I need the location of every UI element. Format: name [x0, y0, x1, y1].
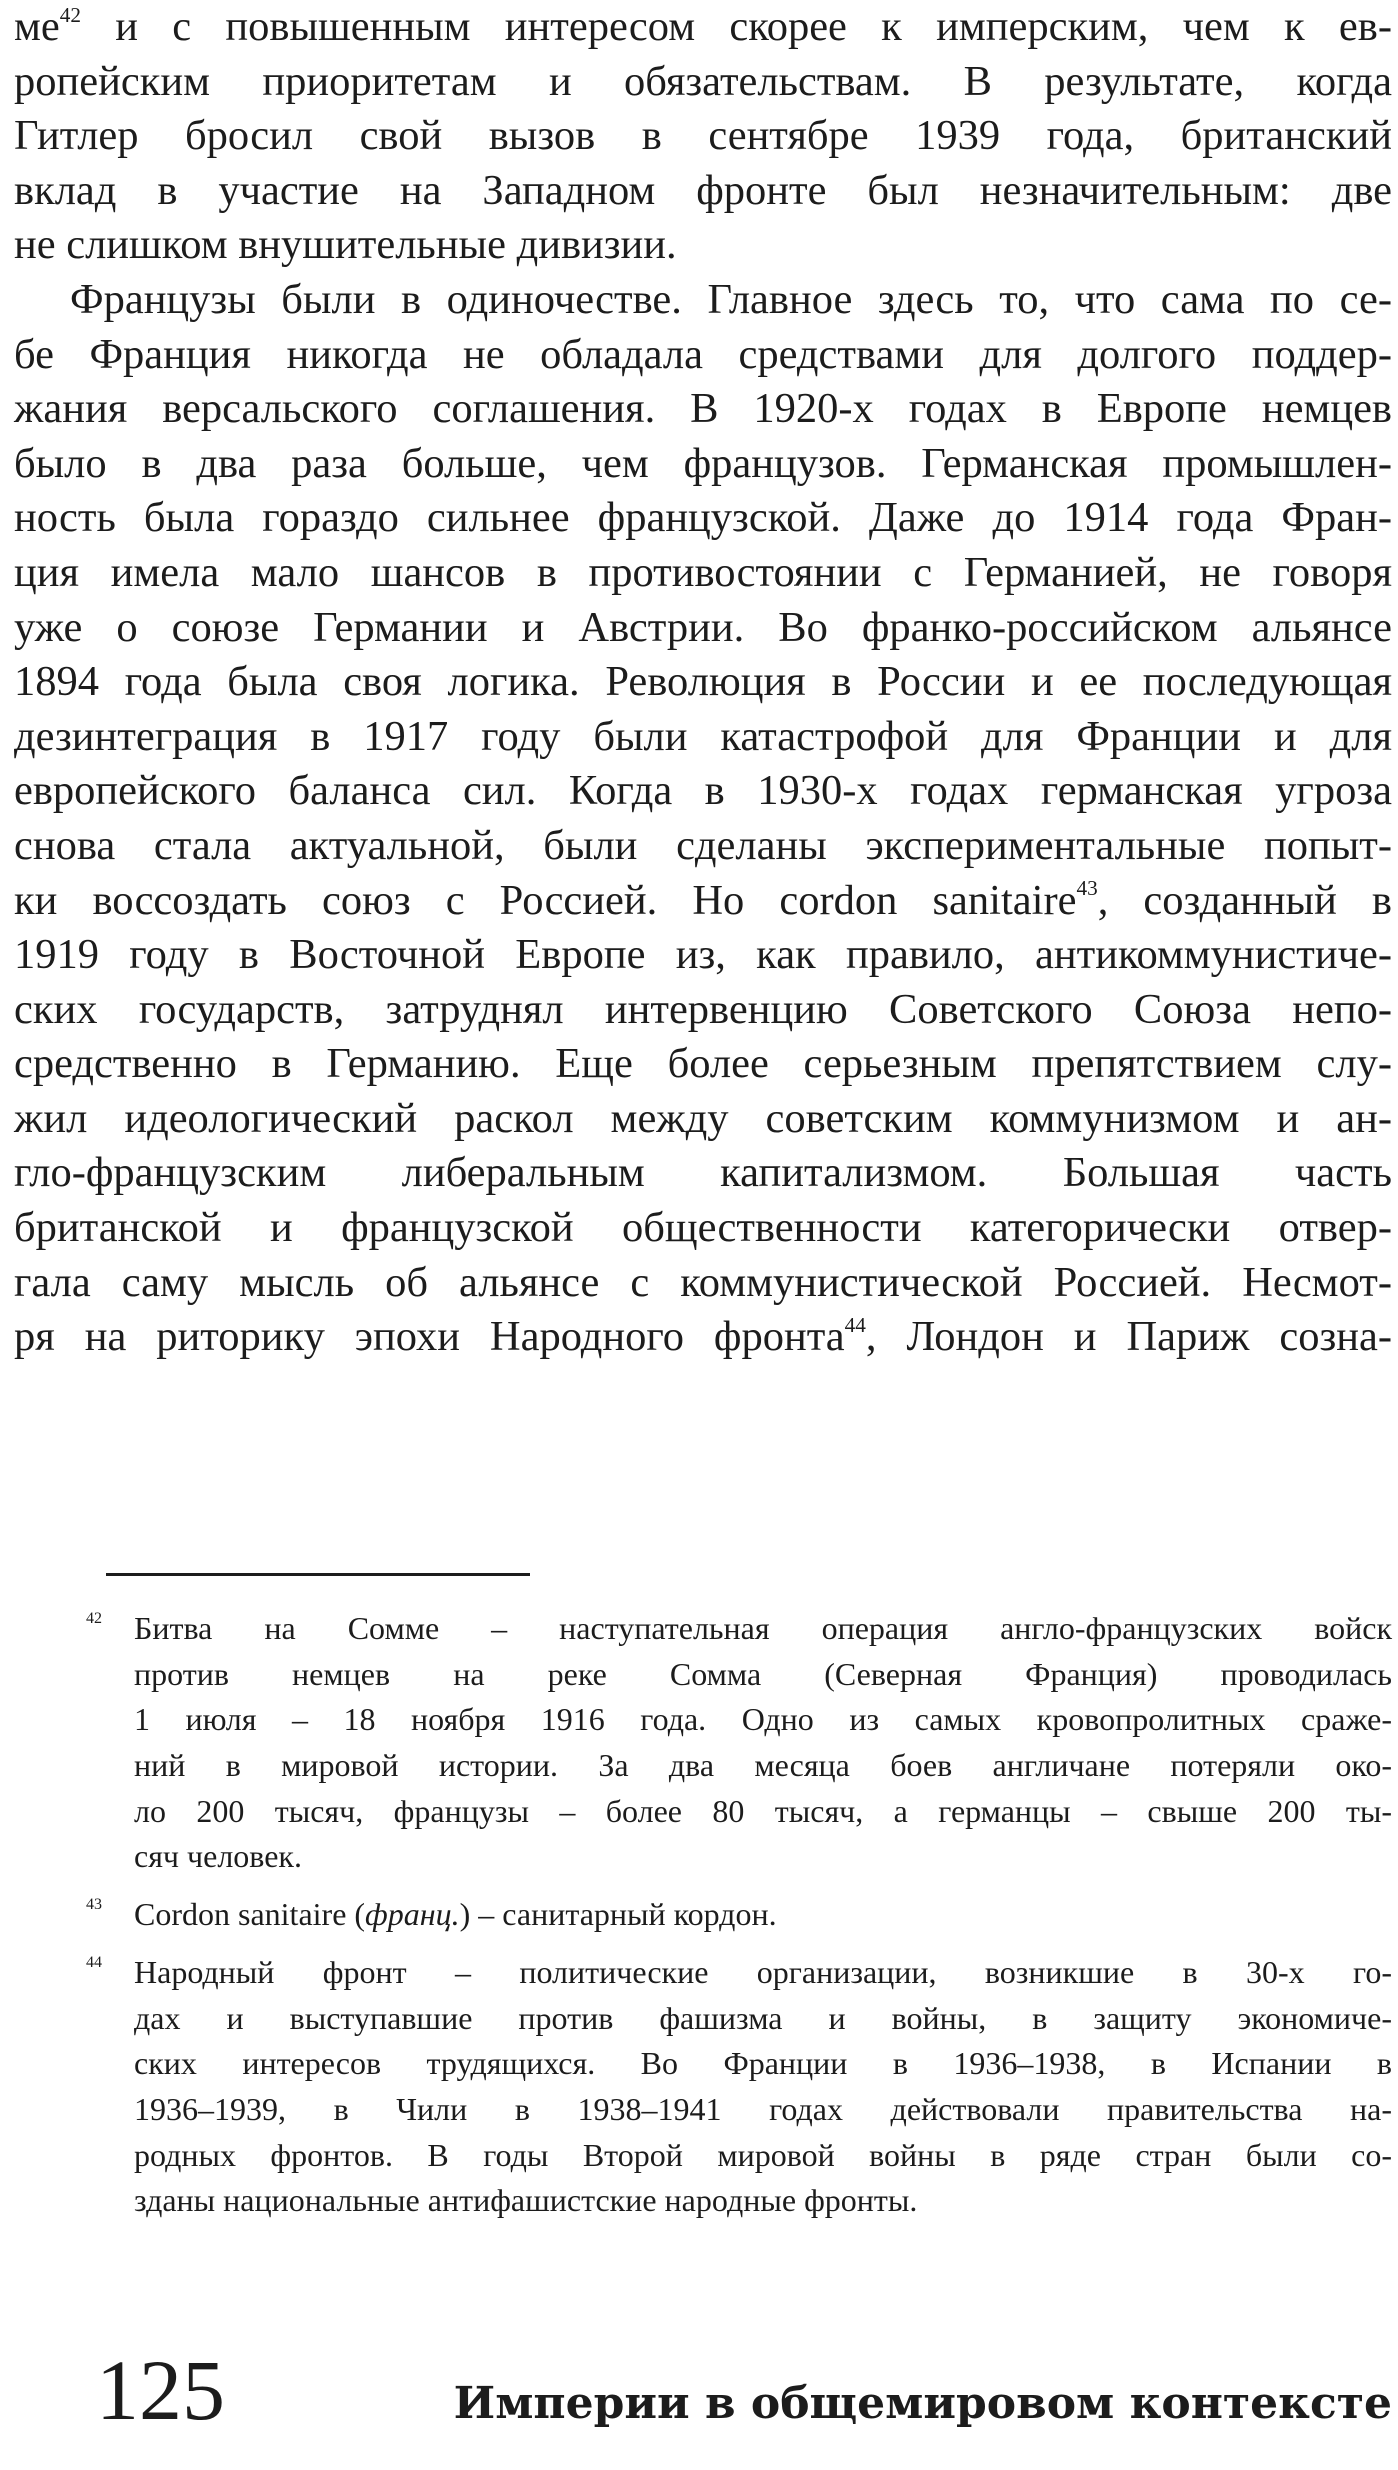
text-line: средственно в Германию. Еще более серьезным препятствием слу-: [14, 1040, 1392, 1088]
text-line: [14, 1310, 1392, 1365]
text-line: уже о союзе Германии и Австрии. Во франко-российском альянсе: [14, 603, 1392, 651]
main-text: [14, 0, 1392, 1365]
text-fragment: Cordon sanitaire (: [134, 1896, 366, 1933]
running-head: Империи в общемировом контексте: [453, 2378, 1392, 2429]
footnote-line: родных фронтов. В годы Второй мировой войны в ряде стран были со-: [134, 2136, 1392, 2173]
text-line: дезинтеграция в 1917 году были катастрофой для Франции и для: [14, 712, 1392, 760]
text-line: не слишком внушительные дивизии.: [14, 221, 677, 269]
text-fragment: , Лондон и Париж созна-: [865, 1313, 1393, 1361]
footnote-number: 42: [86, 1610, 102, 1627]
footnote-line: 1 июля – 18 ноября 1916 года. Одно из самых кровопролитных сраже-: [134, 1701, 1392, 1738]
footnote-number: 44: [86, 1953, 102, 1971]
footnote-line: сяч человек.: [134, 1838, 302, 1875]
text-line: европейского баланса сил. Когда в 1930-х годах германская угроза: [14, 767, 1392, 815]
text-fragment: ки воссоздать союз с Россией. Но cordon sanitaire: [14, 876, 1077, 924]
text-line: Гитлер бросил свой вызов в сентябре 1939 года, британский: [14, 112, 1392, 160]
footnote-line: Народный фронт – политические организации, возникшие в 30-х го-: [134, 1953, 1392, 1990]
footnote-ref[interactable]: 44: [844, 1312, 866, 1337]
footnote-42: [86, 1606, 1392, 1880]
footnote-44: [86, 1950, 1392, 2224]
footnote-line: дах и выступавшие против фашизма и войны, в защиту экономиче-: [134, 1999, 1392, 2036]
footnote-line: зданы национальные антифашистские народные фронты.: [134, 2182, 918, 2219]
text-line: ских государств, затруднял интервенцию Советского Союза непо-: [14, 985, 1392, 1033]
text-fragment: , созданный в: [1097, 876, 1392, 924]
footnote-line: [134, 1892, 1392, 1938]
text-line: ция имела мало шансов в противостоянии с Германией, не говоря: [14, 548, 1392, 596]
footnote-line: ний в мировой истории. За два месяца боев англичане потеряли око-: [134, 1747, 1392, 1784]
text-line: ропейским приоритетам и обязательствам. В результате, когда: [14, 57, 1392, 105]
footnote-ref[interactable]: 43: [1076, 876, 1098, 901]
footnote-ref[interactable]: 42: [59, 2, 82, 27]
footnote-line: против немцев на реке Сомма (Северная Франция) проводилась: [134, 1655, 1392, 1692]
footnote-line: 1936–1939, в Чили в 1938–1941 годах действовали правительства на-: [134, 2090, 1392, 2127]
text-line: вклад в участие на Западном фронте был незначительным: две: [14, 166, 1392, 214]
text-fragment: ме: [14, 3, 60, 50]
text-line: гло-французским либеральным капитализмом. Большая часть: [14, 1149, 1392, 1197]
text-fragment: ) – санитарный кордон.: [459, 1896, 777, 1933]
text-line: британской и французской общественности категорически отвер-: [14, 1204, 1392, 1252]
footnote-43: [86, 1892, 1392, 1938]
text-line: ность была гораздо сильнее французской. Даже до 1914 года Фран-: [14, 494, 1392, 542]
footnote-line: ло 200 тысяч, французы – более 80 тысяч, а германцы – свыше 200 ты-: [134, 1792, 1392, 1829]
text-line: 1919 году в Восточной Европе из, как правило, антикоммунистиче-: [14, 931, 1392, 979]
italic-fragment: франц.: [365, 1896, 460, 1933]
text-line: бе Франция никогда не обладала средствами для долгого поддер-: [14, 330, 1392, 378]
text-line: жил идеологический раскол между советским коммунизмом и ан-: [14, 1094, 1392, 1142]
footnote-line: Битва на Сомме – наступательная операция англо-французских войск: [134, 1610, 1392, 1646]
text-line: [14, 874, 1392, 929]
footnote-number: 43: [86, 1896, 102, 1914]
text-line: было в два раза больше, чем французов. Германская промышлен-: [14, 439, 1392, 487]
text-line: 1894 года была своя логика. Революция в России и ее последующая: [14, 658, 1392, 706]
text-fragment: и с повышенным интересом скорее к имперским, чем к ев-: [81, 3, 1392, 50]
footnotes: [86, 1606, 1392, 2236]
footnote-line: ских интересов трудящихся. Во Франции в 1936–1938, в Испании в: [134, 2045, 1392, 2082]
text-line: Французы были в одиночестве. Главное здесь то, что сама по се-: [70, 275, 1392, 323]
text-fragment: ря на риторику эпохи Народного фронта: [14, 1313, 845, 1361]
footnote-divider: [106, 1573, 530, 1576]
text-line: снова стала актуальной, были сделаны экспериментальные попыт-: [14, 821, 1392, 869]
text-line: [14, 0, 1392, 55]
text-line: жания версальского соглашения. В 1920-х годах в Европе немцев: [14, 385, 1392, 433]
page-number: 125: [96, 2342, 225, 2438]
text-line: гала саму мысль об альянсе с коммунистической Россией. Несмот-: [14, 1258, 1392, 1306]
